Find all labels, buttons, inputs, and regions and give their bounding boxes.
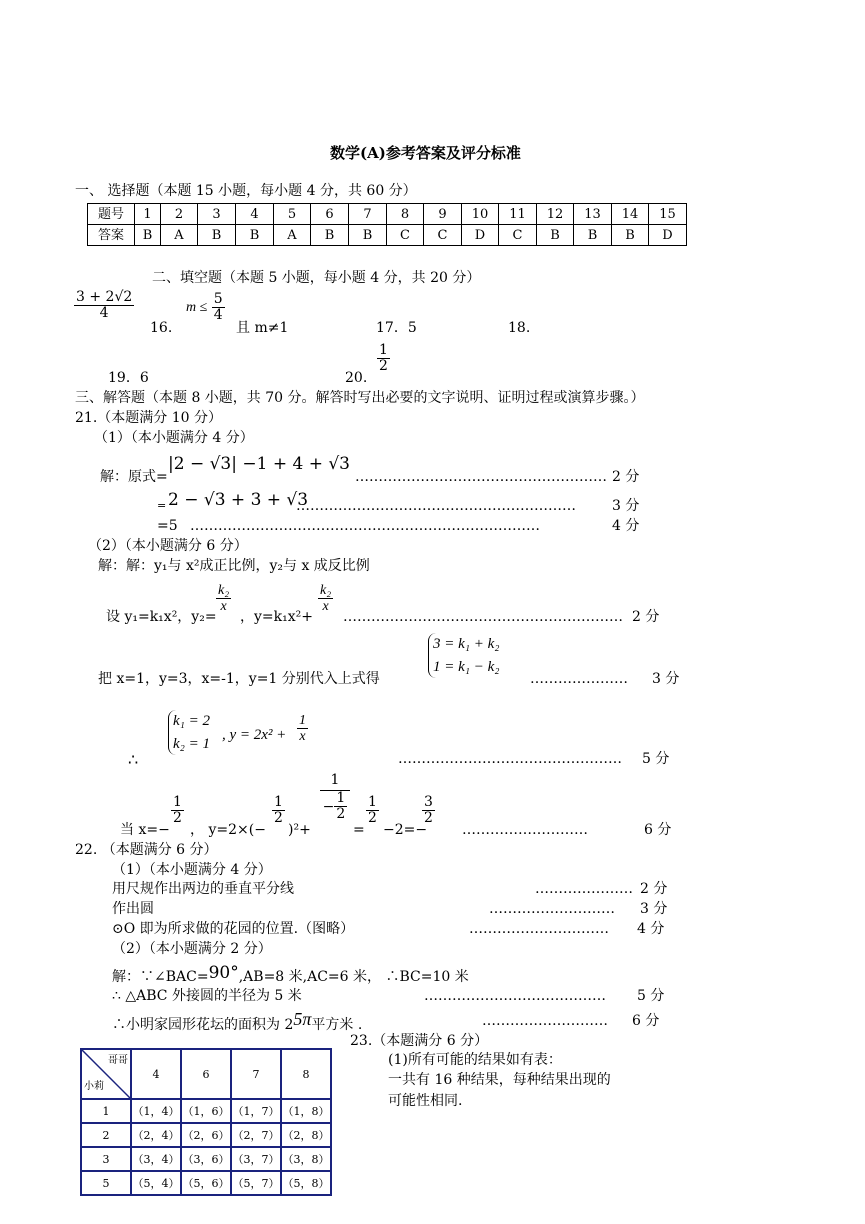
q16-fraction	[212, 292, 225, 324]
q18-answer-fraction	[74, 290, 134, 322]
three-halves-fraction	[422, 795, 435, 827]
answer-cell: D	[462, 225, 499, 246]
q21-line2-expr: 2 − √3 + 3 + √3	[168, 490, 309, 510]
half-fraction-2	[272, 795, 285, 827]
row-header: 2	[81, 1123, 131, 1147]
q21-one-over-x	[297, 713, 308, 745]
answer-cell: A	[161, 225, 198, 246]
frac-denominator: 2	[368, 810, 377, 827]
answer-table-numbers-row	[88, 204, 687, 225]
q22-line1-score: 2 分	[640, 881, 668, 897]
row-header: 3	[81, 1147, 131, 1171]
frac-numerator: 1	[299, 713, 306, 728]
section3-heading: 三、解答题（本题 8 小题，共 70 分。解答时写出必要的文字说明、证明过程或演算步骤。）	[75, 390, 645, 406]
answer-cell: B	[135, 225, 161, 246]
system-eq-2: 1 = k₁ − k₂	[433, 658, 500, 675]
frac-denominator: x	[322, 599, 329, 615]
question-number: 13	[574, 204, 612, 225]
outcome-cell: （1，4）	[131, 1099, 181, 1123]
outcome-cell: （1，6）	[181, 1099, 231, 1123]
outcomes-row	[81, 1099, 331, 1123]
frac-denominator: 2	[336, 806, 346, 823]
q22-part2-title: （2）（本小题满分 2 分）	[112, 941, 272, 957]
answer-cell: C	[499, 225, 537, 246]
q21-part2-line3: 把 x=1，y=3，x=-1，y=1 分别代入上式得	[98, 671, 380, 687]
q20-numerator: 1	[379, 342, 388, 358]
outcome-cell: （5，6）	[181, 1171, 231, 1195]
compound-fraction	[320, 772, 350, 823]
outcomes-row	[81, 1171, 331, 1195]
col-header: 6	[181, 1049, 231, 1099]
question-number: 6	[311, 204, 349, 225]
q22-line4-b: ,AB=8 米,AC=6 米， ∴BC=10 米	[238, 969, 469, 985]
angle-90-degrees: 90°	[208, 963, 239, 983]
section2-heading: 二、填空题（本题 5 小题，每小题 4 分，共 20 分）	[152, 270, 481, 286]
answer-cell: B	[311, 225, 349, 246]
q21-part2-line2-score: 2 分	[632, 609, 660, 625]
q22-line4	[112, 963, 469, 985]
half-fraction-1	[171, 795, 184, 827]
col-header: 8	[281, 1049, 331, 1099]
q16-denominator: 4	[213, 307, 223, 324]
q21-line1-leader: ………………………………………………	[355, 469, 607, 485]
answer-cell: C	[387, 225, 424, 246]
row-label-answer: 答案	[88, 225, 135, 246]
q21-line5-a: 当 x=−	[120, 822, 170, 838]
outcome-cell: （2，4）	[131, 1123, 181, 1147]
outcome-cell: （5，4）	[131, 1171, 181, 1195]
question-number: 3	[198, 204, 236, 225]
row-header: 1	[81, 1099, 131, 1123]
q21-part2-line4-score: 5 分	[642, 751, 670, 767]
corner-cell	[81, 1049, 131, 1099]
outcome-cell: （3，8）	[281, 1147, 331, 1171]
frac-numerator: 1	[336, 790, 346, 807]
outcomes-row	[81, 1123, 331, 1147]
q21-line2-score: 3 分	[612, 498, 640, 514]
q21-line4-leader: …………………………………………	[398, 751, 622, 767]
page-title: 数学(A)参考答案及评分标准	[330, 144, 521, 162]
inner-half-fraction	[334, 791, 347, 823]
answer-cell: C	[424, 225, 462, 246]
question-number: 11	[499, 204, 537, 225]
q21-k2-over-x-b	[318, 583, 333, 615]
q21-line2b-leader: ……………………………………………………	[343, 609, 623, 625]
question-number: 7	[349, 204, 387, 225]
q21-line1-prefix: 解：原式=	[100, 469, 168, 485]
q22-part1-title: （1）（本小题满分 4 分）	[112, 862, 272, 878]
minus-sign: −	[322, 798, 335, 815]
q21-line3-leader2: …………………	[530, 671, 628, 687]
q21-line5-minus2: −2=−	[383, 822, 428, 838]
question-number: 12	[537, 204, 574, 225]
q21-part2-line5-score: 6 分	[644, 822, 672, 838]
outcomes-table	[80, 1048, 332, 1196]
q21-solution-eq: , y = 2x² +	[222, 727, 287, 743]
question-number: 8	[387, 204, 424, 225]
answer-cell: B	[236, 225, 274, 246]
outcome-cell: （2，8）	[281, 1123, 331, 1147]
answer-cell: B	[537, 225, 574, 246]
q21-line2-leader: ……………………………………………………	[296, 498, 576, 514]
q20-fraction	[377, 343, 390, 375]
answer-cell: B	[612, 225, 649, 246]
q22-line1-leader: …………………	[535, 881, 633, 897]
answer-table	[87, 203, 687, 246]
q16-condition: 且 m≠1	[236, 320, 289, 336]
compound-denominator	[323, 791, 348, 823]
q23-line2: 一共有 16 种结果，每种结果出现的	[388, 1072, 611, 1088]
q21-part2-line3-score: 3 分	[652, 671, 680, 687]
q22-line6-a: ∴小明家园形花坛的面积为 2	[112, 1017, 294, 1033]
q16-label: 16.	[150, 320, 173, 336]
five-pi: 5π	[293, 1009, 312, 1029]
outcomes-row	[81, 1147, 331, 1171]
q21-line5-b: ， y=2×(−	[190, 822, 266, 838]
outcome-cell: （2，7）	[231, 1123, 281, 1147]
equals-sign: =	[353, 822, 365, 838]
frac-denominator: x	[220, 599, 227, 615]
q23-line3: 可能性相同.	[388, 1093, 463, 1109]
frac-denominator: 2	[424, 810, 433, 827]
q22-line2-leader: ………………………	[489, 901, 615, 917]
q21-part2-title: （2）（本小题满分 6 分）	[88, 538, 248, 554]
q21-title: 21.（本题满分 10 分）	[75, 410, 222, 426]
q22-title: 22. （本题满分 6 分）	[75, 842, 218, 858]
solution-k1: k₁ = 2	[173, 713, 210, 729]
q18-denominator: 4	[99, 305, 109, 322]
q22-line6	[112, 1009, 363, 1033]
q20-denominator: 2	[379, 358, 388, 375]
q21-line5-c: )²+	[288, 822, 311, 838]
outcome-cell: （5，8）	[281, 1171, 331, 1195]
q22-line5-leader: …………………………………	[424, 988, 606, 1004]
question-number: 14	[612, 204, 649, 225]
q18-numerator: 3 + 2√2	[76, 289, 133, 305]
solution-k2: k₂ = 1	[173, 735, 210, 752]
frac-denominator: x	[299, 729, 306, 745]
corner-top-label: 哥哥	[108, 1055, 128, 1066]
frac-numerator: k₂	[320, 583, 332, 598]
outcome-cell: （2，6）	[181, 1123, 231, 1147]
answer-cell: B	[349, 225, 387, 246]
frac-numerator: 1	[368, 794, 377, 810]
outcome-cell: （1，7）	[231, 1099, 281, 1123]
row-header: 5	[81, 1171, 131, 1195]
answer-cell: B	[198, 225, 236, 246]
frac-denominator: 2	[274, 810, 283, 827]
half-fraction-3	[366, 795, 379, 827]
q18-label: 18.	[508, 320, 531, 336]
answer-table-answers-row	[88, 225, 687, 246]
outcomes-header-row	[81, 1049, 331, 1099]
answer-cell: A	[274, 225, 311, 246]
question-number: 5	[274, 204, 311, 225]
q21-line3-score: 4 分	[612, 518, 640, 534]
q22-line5: ∴ △ABC 外接圆的半径为 5 米	[112, 988, 302, 1004]
outcome-cell: （1，8）	[281, 1099, 331, 1123]
question-number: 15	[649, 204, 687, 225]
frac-denominator: 2	[173, 810, 182, 827]
question-number: 10	[462, 204, 499, 225]
therefore-symbol: ∴	[128, 750, 139, 769]
q21-line3-leader: …………………………………………………………………	[190, 518, 540, 534]
row-label-question: 题号	[88, 204, 135, 225]
q21-line1-expr: |2 − √3| −1 + 4 + √3	[168, 454, 351, 474]
frac-numerator: 1	[274, 794, 283, 810]
q22-line3-leader: …………………………	[469, 921, 609, 937]
q22-line5-score: 5 分	[637, 988, 665, 1004]
q22-line6-leader: ………………………	[482, 1013, 608, 1029]
outcome-cell: （3，6）	[181, 1147, 231, 1171]
compound-numerator: 1	[320, 772, 350, 791]
outcome-cell: （5，7）	[231, 1171, 281, 1195]
col-header: 4	[131, 1049, 181, 1099]
col-header: 7	[231, 1049, 281, 1099]
q16-answer	[186, 292, 225, 324]
question-number: 4	[236, 204, 274, 225]
question-number: 9	[424, 204, 462, 225]
q17-answer: 17．5	[376, 320, 417, 336]
answer-cell: D	[649, 225, 687, 246]
answer-cell: B	[574, 225, 612, 246]
q23-line1: (1)所有可能的结果如有表：	[388, 1052, 562, 1068]
q22-line4-a: 解：∵∠BAC=	[112, 969, 209, 985]
q16-numerator: 5	[213, 291, 223, 307]
question-number: 2	[161, 204, 198, 225]
q22-line2: 作出圆	[112, 901, 154, 917]
corner-bottom-label: 小莉	[84, 1081, 104, 1092]
q21-system-equations	[428, 633, 500, 678]
q22-line3-score: 4 分	[637, 921, 665, 937]
system-eq-1: 3 = k₁ + k₂	[433, 636, 500, 652]
q21-line5-leader: ………………………	[462, 822, 588, 838]
q22-line6-b: 平方米 .	[311, 1017, 363, 1033]
q21-line3: =5	[157, 518, 178, 534]
q21-part2-line2a: 设 y₁=k₁x²，y₂=	[106, 609, 217, 625]
q20-label: 20.	[345, 370, 368, 386]
q21-line2-prefix: =	[157, 499, 167, 512]
frac-numerator: k₂	[218, 583, 230, 598]
q21-k2-over-x-a	[216, 583, 231, 615]
q21-part1-title: （1）（本小题满分 4 分）	[94, 430, 254, 446]
q23-title: 23.（本题满分 6 分）	[350, 1033, 489, 1049]
outcome-cell: （3，4）	[131, 1147, 181, 1171]
q19-answer: 19．6	[108, 370, 149, 386]
q22-line1: 用尺规作出两边的垂直平分线	[112, 881, 294, 897]
q22-line6-score: 6 分	[632, 1013, 660, 1029]
q22-line2-score: 3 分	[640, 901, 668, 917]
q21-part2-line2b: ，y=k₁x²+	[240, 609, 313, 625]
q21-solution-system	[168, 710, 210, 755]
section1-heading: 一、 选择题（本题 15 小题，每小题 4 分，共 60 分）	[75, 183, 417, 199]
frac-numerator: 1	[173, 794, 182, 810]
q16-inequality: m ≤	[186, 299, 208, 315]
q22-line3: ⊙O 即为所求做的花园的位置.（图略）	[112, 921, 355, 937]
q21-part2-line1: 解：解：y₁与 x²成正比例，y₂与 x 成反比例	[98, 558, 370, 574]
q21-line1-score: 2 分	[612, 469, 640, 485]
question-number: 1	[135, 204, 161, 225]
outcome-cell: （3，7）	[231, 1147, 281, 1171]
frac-numerator: 3	[424, 794, 433, 810]
